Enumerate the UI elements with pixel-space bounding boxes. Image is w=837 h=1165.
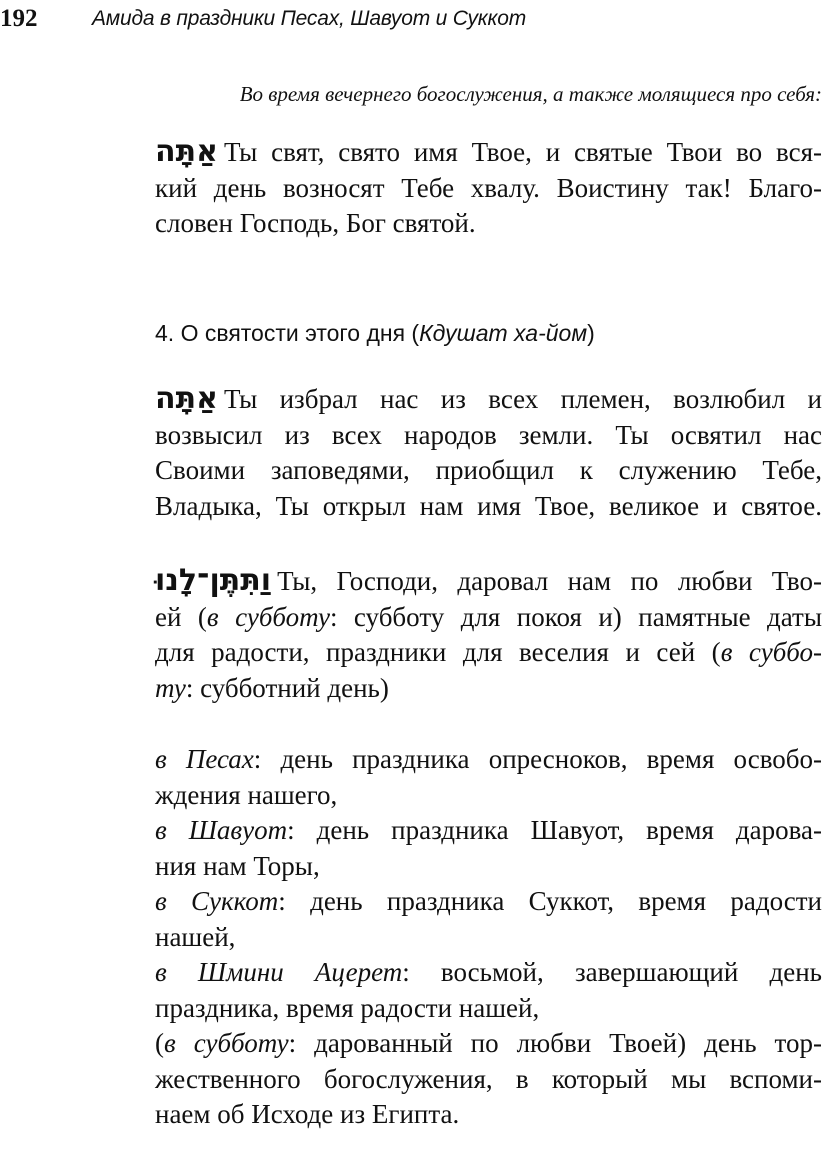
section-heading [155,318,822,348]
holiday-label-sukkot: в Суккот [155,886,279,916]
running-title: Амида в праздники Песах, Шавуот и Суккот [92,7,526,30]
page-number: 192 [0,5,38,32]
hebrew-word: אַתָּה [155,381,218,416]
paragraph-2-line: Своими заповедями, приобщил к служению Тебе, [155,455,822,485]
paragraph-3-line [155,671,822,707]
text: : субботний день) [185,672,389,703]
holiday-label-shmini: в Шмини Ацерет [155,957,403,987]
holiday-line: нашей, [155,921,236,952]
italic-note: в суббо- [720,637,823,667]
hebrew-phrase: וַתִּתֶּן־לָנוּ [155,563,272,598]
text: для радости, праздники для веселия и сей ( [155,637,721,667]
holiday-text: : восьмой, завершающий день [402,957,822,987]
holiday-line: жественного богослужения, в который мы вспоми- [155,1063,822,1094]
holiday-line [155,884,822,920]
italic-note: ту [155,672,186,703]
paragraph-3-text: Ты, Господи, даровал нам по любви Тво- [277,566,822,596]
hebrew-word: אַתָּה [155,134,218,169]
paragraph-3-line [155,635,822,671]
paragraph-2-line: возвысил из всех народов земли. Ты освятил нас [155,419,822,450]
holiday-line: ния нам Торы, [155,850,320,881]
section-title: 4. О святости этого дня ( [155,320,420,346]
paragraph-1-line [155,135,822,171]
section-title-italic: Кдушат ха-йом [419,320,588,346]
holiday-line [155,1026,822,1062]
paragraph-1-text: Ты свят, свято имя Твое, и святые Твои во вся- [223,137,822,167]
holiday-line [155,813,822,849]
holiday-text: ( [155,1028,164,1058]
section-title-close: ) [587,320,595,346]
paragraph-2-line [155,382,822,418]
paragraph-2-line: Владыка, Ты открыл нам имя Твое, великое и святое. [155,490,822,521]
holiday-line: ждения нашего, [155,779,338,810]
paragraph-1 [155,135,822,242]
text: ей ( [155,601,207,632]
holiday-label-pesach: в Песах [155,744,254,774]
holiday-text: : день праздника Суккот, время радости [278,886,822,916]
paragraph-3 [155,564,822,706]
holiday-text: : дарованный по любви Твоей) день тор- [288,1028,822,1058]
paragraph-3-line [155,564,822,600]
holiday-label-shabbat: в субботу [164,1028,289,1058]
paragraph-2 [155,382,822,524]
text: : субботу для покоя и) памятные даты [329,601,822,632]
holiday-line [155,955,822,991]
holiday-line: наем об Исходе из Египта. [155,1099,460,1129]
holiday-line [155,742,822,778]
holiday-label-shavuot: в Шавуот [155,815,288,845]
paragraph-1-line: словен Господь, Бог святой. [155,208,476,238]
holiday-text: : день праздника опресноков, время освобо- [253,744,822,774]
paragraph-1-line: кий день возносят Тебе хвалу. Воистину так! Благо- [155,172,822,203]
paragraph-2-text: Ты избрал нас из всех племен, возлюбил и [223,384,822,414]
holiday-text: : день праздника Шавуот, время дарова- [287,815,822,845]
holiday-list [155,742,822,1133]
holiday-line: праздника, время радости нашей, [155,992,540,1023]
paragraph-3-line [155,600,822,636]
italic-note: в субботу [206,601,330,632]
intro-note: Во время вечернего богослужения, а также молящиеся про себя: [239,82,822,106]
